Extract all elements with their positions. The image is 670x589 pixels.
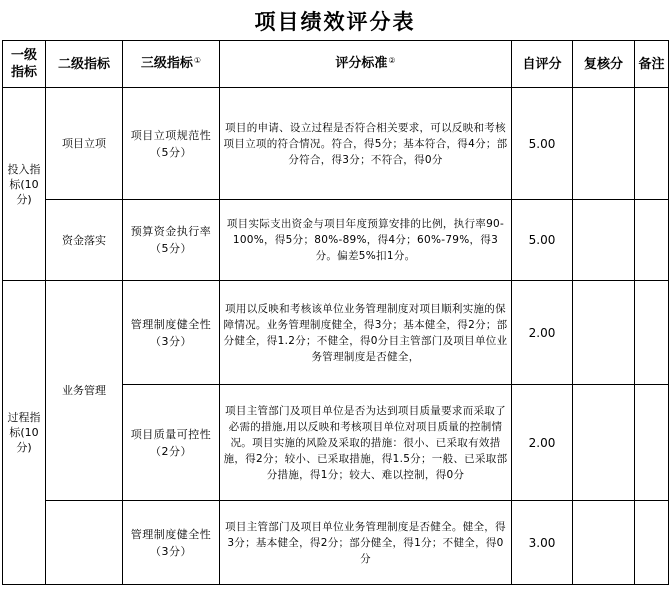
header-row — [3, 41, 669, 88]
level3-cell: 管理制度健全性（3分） — [123, 501, 220, 585]
self-score-cell: 3.00 — [512, 501, 573, 585]
header-criteria-label: 评分标准 — [335, 56, 388, 71]
remarks-cell — [635, 200, 669, 281]
level2-cell: 项目立项 — [46, 88, 123, 200]
remarks-cell — [635, 501, 669, 585]
page-title: 项目绩效评分表 — [254, 9, 416, 34]
table-row — [3, 88, 669, 200]
group-label-process: 过程指标(10分) — [3, 281, 46, 585]
remarks-cell — [635, 88, 669, 200]
header-remarks: 备注 — [635, 41, 669, 88]
criteria-cell: 项用以反映和考核该单位业务管理制度对项目顺利实施的保障情况。业务管理制度健全，得3分；基本健全，得2分；部分健全，得1.2分；不健全，得0分目主管部门及项目单位业务管理制度是否健全， — [220, 281, 512, 385]
level2-cell: 业务管理 — [46, 281, 123, 501]
review-score-cell — [573, 200, 635, 281]
criteria-cell: 项目主管部门及项目单位是否为达到项目质量要求而采取了必需的措施,用以反映和考核项目单位对项目质量的控制情况。项目实施的风险及采取的措施：很小、已采取有效措施，得2分；较小、已采取措施，得1.5分；一般、已采取部分措施，得1分；较大、难以控制，得0分 — [220, 385, 512, 501]
remarks-cell — [635, 385, 669, 501]
criteria-cell: 项目实际支出资金与项目年度预算安排的比例，执行率90-100%，得5分；80%-89%，得4分；60%-79%，得3分。偏差5%扣1分。 — [220, 200, 512, 281]
self-score-cell: 2.00 — [512, 385, 573, 501]
level3-cell: 预算资金执行率（5分） — [123, 200, 220, 281]
table-row — [3, 501, 669, 585]
level2-cell — [46, 501, 123, 585]
group-label-input: 投入指标(10分) — [3, 88, 46, 281]
header-level3 — [123, 41, 220, 88]
criteria-cell: 项目主管部门及项目单位业务管理制度是否健全。健全，得3分；基本健全，得2分；部分健全，得1分；不健全，得0分 — [220, 501, 512, 585]
level2-cell: 资金落实 — [46, 200, 123, 281]
table-row — [3, 200, 669, 281]
header-level3-label: 三级指标 — [140, 56, 193, 71]
review-score-cell — [573, 281, 635, 385]
table-row — [3, 281, 669, 385]
self-score-cell: 5.00 — [512, 88, 573, 200]
review-score-cell — [573, 88, 635, 200]
score-table — [2, 40, 669, 585]
review-score-cell — [573, 385, 635, 501]
self-score-cell: 2.00 — [512, 281, 573, 385]
header-level2: 二级指标 — [46, 41, 123, 88]
review-score-cell — [573, 501, 635, 585]
level3-cell: 项目质量可控性（2分） — [123, 385, 220, 501]
self-score-cell: 5.00 — [512, 200, 573, 281]
level3-cell: 管理制度健全性（3分） — [123, 281, 220, 385]
header-criteria — [220, 41, 512, 88]
header-criteria-note: ② — [388, 56, 396, 65]
header-level1: 一级指标 — [3, 41, 46, 88]
remarks-cell — [635, 281, 669, 385]
level3-cell: 项目立项规范性（5分） — [123, 88, 220, 200]
header-review-score: 复核分 — [573, 41, 635, 88]
header-level3-note: ① — [193, 56, 202, 65]
header-self-score: 自评分 — [512, 41, 573, 88]
criteria-cell: 项目的申请、设立过程是否符合相关要求，可以反映和考核项目立项的符合情况。符合，得5分；基本符合，得4分；部分符合，得3分；不符合，得0分 — [220, 88, 512, 200]
